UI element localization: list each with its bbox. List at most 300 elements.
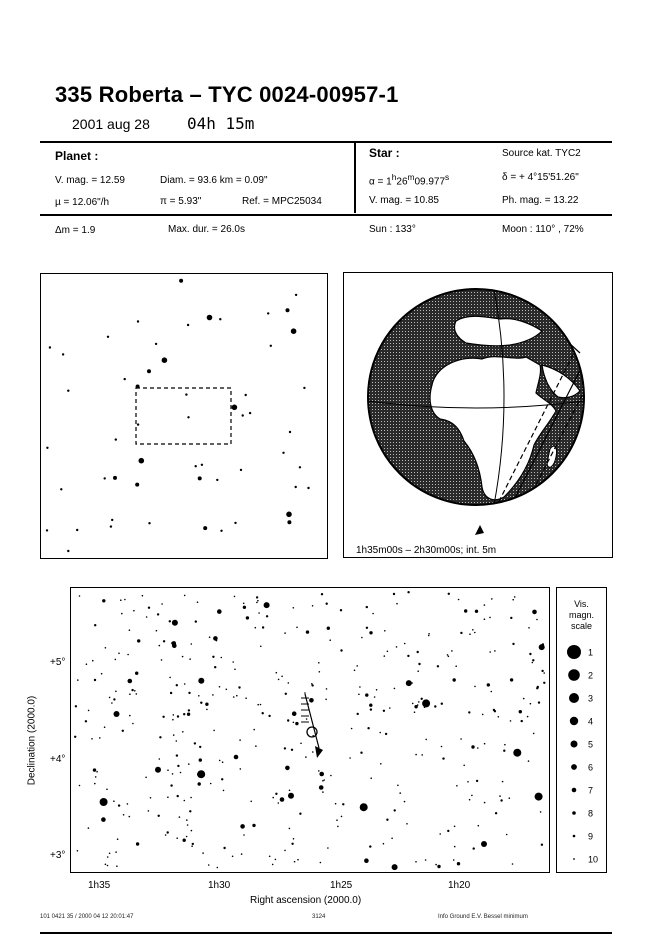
chart-star — [453, 859, 455, 861]
chart-star — [145, 777, 147, 779]
chart-star — [88, 827, 90, 829]
field-star — [201, 464, 203, 466]
chart-star — [384, 630, 386, 632]
chart-star — [257, 600, 259, 602]
chart-star — [156, 630, 158, 632]
chart-star — [198, 678, 204, 684]
table-divider — [354, 141, 356, 213]
field-star — [287, 520, 291, 524]
chart-star — [118, 804, 120, 806]
chart-star — [494, 710, 496, 712]
legend-label-7: 7 — [588, 785, 594, 796]
chart-star — [369, 631, 372, 634]
chart-star — [109, 697, 111, 699]
chart-star — [340, 609, 342, 611]
ra-hour-unit: h — [391, 172, 397, 182]
planet-vmag: V. mag. = 12.59 — [55, 175, 125, 186]
chart-star — [258, 612, 260, 614]
chart-star — [111, 702, 113, 704]
chart-star — [122, 730, 124, 732]
field-star — [67, 550, 69, 552]
chart-star — [198, 782, 201, 785]
chart-star — [101, 817, 106, 822]
chart-star — [183, 839, 186, 842]
chart-star — [172, 719, 174, 721]
chart-star — [266, 615, 268, 617]
x-tick-1h30: 1h30 — [208, 880, 231, 891]
chart-star — [255, 627, 257, 629]
field-star — [137, 423, 139, 425]
chart-star — [327, 627, 330, 630]
chart-star — [391, 838, 393, 840]
field-star — [46, 447, 48, 449]
field-star — [245, 394, 247, 396]
chart-star — [179, 816, 181, 818]
field-star — [195, 465, 197, 467]
chart-star — [358, 694, 360, 696]
chart-star — [183, 713, 185, 715]
field-star — [185, 393, 187, 395]
chart-star — [291, 843, 293, 845]
chart-star — [428, 635, 430, 637]
planet-reference: Ref. = MPC25034 — [242, 196, 322, 207]
chart-star — [176, 754, 178, 756]
chart-star — [394, 688, 396, 690]
field-star — [267, 312, 269, 314]
chart-star — [240, 768, 242, 770]
chart-star — [512, 599, 514, 601]
chart-star — [291, 749, 293, 751]
chart-star — [167, 769, 169, 771]
chart-star — [94, 783, 96, 785]
chart-star — [447, 830, 449, 832]
chart-star — [530, 703, 532, 705]
chart-star — [232, 661, 234, 663]
chart-star — [197, 601, 199, 603]
chart-star — [329, 639, 331, 641]
field-star — [148, 522, 150, 524]
chart-star — [437, 865, 440, 868]
chart-star — [264, 602, 270, 608]
chart-star — [91, 738, 93, 740]
chart-star — [467, 781, 469, 783]
ra-second-unit: s — [445, 172, 450, 182]
chart-star — [414, 711, 416, 713]
ra-prefix: α = 1 — [369, 176, 392, 188]
chart-star — [455, 665, 457, 667]
chart-star — [437, 665, 439, 667]
chart-star — [519, 710, 522, 713]
chart-star — [397, 785, 399, 787]
field-star — [155, 343, 157, 345]
chart-star — [295, 722, 298, 725]
chart-star — [326, 688, 328, 690]
chart-star — [118, 653, 120, 655]
chart-star — [365, 693, 368, 696]
chart-star — [206, 709, 208, 711]
chart-star — [105, 864, 107, 866]
legend-dot-8 — [572, 811, 576, 815]
chart-star — [482, 714, 484, 716]
chart-star — [540, 811, 542, 813]
chart-star — [260, 704, 262, 706]
chart-star — [380, 763, 382, 765]
chart-star — [77, 850, 79, 852]
table-mid-rule — [40, 214, 612, 216]
chart-star — [169, 620, 171, 622]
chart-star — [287, 719, 289, 721]
chart-star — [190, 797, 192, 799]
chart-star — [453, 678, 456, 681]
chart-star — [404, 801, 406, 803]
chart-star — [357, 713, 359, 715]
chart-star — [260, 646, 262, 648]
chart-star — [173, 714, 175, 716]
field-star — [249, 412, 251, 414]
footer-left-text: 101 0421 35 / 2000 04 12 20:01:47 — [40, 914, 134, 920]
chart-star — [105, 647, 107, 649]
chart-star — [384, 655, 386, 657]
chart-star — [529, 653, 531, 655]
chart-star — [323, 779, 325, 781]
legend-title-magn: magn. — [568, 610, 594, 620]
chart-star — [510, 720, 512, 722]
chart-star — [495, 812, 497, 814]
chart-star — [532, 659, 534, 661]
chart-star — [442, 757, 444, 759]
chart-star — [172, 620, 178, 626]
chart-star — [487, 683, 490, 686]
chart-star — [188, 763, 190, 765]
chart-star — [460, 738, 462, 740]
chart-star — [396, 603, 398, 605]
chart-star — [312, 605, 314, 607]
chart-star — [284, 747, 286, 749]
field-star — [203, 526, 207, 530]
chart-star — [221, 778, 223, 780]
chart-star — [370, 708, 372, 710]
field-star — [291, 328, 297, 334]
chart-star — [425, 739, 427, 741]
chart-star — [504, 744, 506, 746]
chart-star — [115, 851, 117, 853]
legend-label-3: 3 — [588, 693, 594, 704]
chart-star — [106, 789, 108, 791]
chart-star — [454, 846, 456, 848]
chart-star — [199, 758, 202, 761]
planet-motion: µ = 12.06"/h — [55, 197, 110, 208]
chart-star — [289, 790, 291, 792]
chart-star — [232, 856, 234, 858]
legend-dot-9 — [573, 835, 576, 838]
chart-star — [475, 610, 478, 613]
chart-star — [297, 859, 299, 861]
planet-diameter: Diam. = 93.6 km = 0.09" — [160, 175, 268, 186]
chart-star — [216, 640, 218, 642]
earth-globe-map — [344, 273, 612, 557]
y-axis-label: Declination (2000.0) — [26, 695, 38, 786]
chart-star — [538, 701, 540, 703]
moon-info: Moon : 110° , 72% — [502, 224, 584, 235]
chart-star — [514, 596, 516, 598]
chart-star — [414, 705, 417, 708]
chart-star — [406, 680, 412, 686]
chart-star — [418, 701, 420, 703]
field-star — [62, 353, 64, 355]
chart-star — [188, 709, 190, 711]
chart-star — [272, 797, 274, 799]
chart-star — [306, 718, 308, 720]
chart-star — [292, 711, 297, 716]
chart-star — [155, 767, 161, 773]
chart-star — [94, 624, 96, 626]
chart-star — [177, 795, 179, 797]
chart-star — [532, 610, 537, 615]
chart-star — [150, 797, 152, 799]
chart-star — [113, 698, 115, 700]
chart-star — [396, 646, 398, 648]
chart-star — [120, 599, 122, 601]
legend-title-vis: Vis. — [574, 599, 589, 609]
chart-star — [349, 757, 351, 759]
chart-star — [498, 716, 500, 718]
chart-star — [543, 682, 545, 684]
chart-star — [417, 670, 419, 672]
chart-star — [471, 795, 473, 797]
field-star — [307, 487, 309, 489]
chart-star — [367, 727, 369, 729]
chart-star — [162, 716, 164, 718]
chart-star — [366, 606, 368, 608]
chart-star — [79, 785, 81, 787]
planet-heading: Planet : — [55, 149, 99, 163]
field-star — [289, 431, 291, 433]
field-star — [282, 452, 284, 454]
chart-star — [463, 765, 465, 767]
legend-dot-2 — [568, 669, 580, 681]
chart-star — [512, 863, 514, 865]
chart-star — [158, 815, 160, 817]
chart-star — [288, 682, 290, 684]
chart-star — [127, 654, 129, 656]
chart-star — [187, 713, 190, 716]
chart-star — [95, 776, 97, 778]
chart-star — [337, 826, 339, 828]
chart-star — [541, 844, 543, 846]
chart-star — [535, 793, 543, 801]
chart-star — [299, 813, 301, 815]
chart-star — [253, 729, 255, 731]
planet-parallax: π = 5.93" — [160, 196, 202, 207]
chart-star — [464, 609, 467, 612]
legend-dot-5 — [571, 741, 578, 748]
chart-star — [210, 783, 212, 785]
chart-star — [417, 651, 419, 653]
star-declination: δ = + 4°15'51.26" — [502, 172, 579, 183]
chart-star — [219, 760, 221, 762]
chart-star — [176, 684, 178, 686]
chart-star — [369, 704, 372, 707]
chart-star — [256, 596, 258, 598]
field-star — [187, 416, 189, 418]
chart-star — [305, 756, 307, 758]
chart-star — [285, 766, 290, 771]
chart-star — [186, 819, 188, 821]
chart-star — [234, 755, 239, 760]
chart-star — [383, 843, 385, 845]
chart-star — [376, 689, 378, 691]
chart-star — [418, 663, 420, 665]
chart-star — [309, 698, 314, 703]
chart-star — [473, 847, 475, 849]
chart-star — [99, 737, 101, 739]
chart-star — [191, 643, 193, 645]
chart-star — [407, 655, 409, 657]
field-star — [60, 488, 62, 490]
declination-label-wrap — [12, 695, 42, 786]
chart-star — [469, 633, 471, 635]
chart-star — [86, 663, 88, 665]
chart-star — [319, 785, 324, 790]
chart-star — [422, 699, 430, 707]
chart-star — [177, 765, 179, 767]
field-star — [137, 320, 139, 322]
chart-star — [148, 607, 150, 609]
chart-star — [246, 616, 249, 619]
chart-star — [167, 796, 169, 798]
globe-panel — [343, 272, 613, 558]
chart-star — [114, 711, 120, 717]
table-top-rule — [40, 141, 612, 143]
chart-star — [318, 770, 320, 772]
chart-star — [359, 686, 361, 688]
chart-star — [330, 775, 332, 777]
chart-star — [288, 793, 294, 799]
chart-star — [532, 662, 534, 664]
star-photo-mag: Ph. mag. = 13.22 — [502, 195, 579, 206]
star-right-ascension — [369, 172, 449, 187]
legend-dot-3 — [569, 693, 579, 703]
chart-star — [75, 705, 77, 707]
chart-star — [208, 864, 210, 866]
chart-star — [471, 745, 474, 748]
chart-star — [296, 627, 298, 629]
chart-star — [167, 831, 169, 833]
chart-star — [340, 649, 342, 651]
chart-star — [406, 823, 408, 825]
chart-star — [541, 670, 543, 672]
path-arrow-head — [475, 525, 484, 535]
field-star — [49, 346, 51, 348]
legend-label-6: 6 — [588, 762, 594, 773]
chart-star — [135, 672, 138, 675]
finder-zoom-box — [136, 388, 231, 444]
max-duration: Max. dur. = 26.0s — [168, 224, 245, 235]
chart-star — [484, 802, 486, 804]
chart-star — [528, 760, 530, 762]
field-star — [240, 469, 242, 471]
legend-symbols — [557, 588, 606, 872]
chart-star — [128, 679, 133, 684]
chart-star — [509, 797, 511, 799]
y-tick-plus4: +4° — [50, 754, 66, 765]
chart-star — [385, 733, 387, 735]
chart-star — [116, 865, 118, 867]
chart-star — [184, 800, 186, 802]
chart-star — [321, 593, 323, 595]
chart-star — [421, 754, 423, 756]
chart-star — [543, 672, 545, 674]
chart-star — [109, 853, 111, 855]
chart-star — [100, 798, 108, 806]
chart-star — [484, 618, 486, 620]
chart-star — [79, 595, 81, 597]
field-star — [207, 315, 213, 321]
chart-star — [393, 593, 395, 595]
chart-star — [184, 683, 186, 685]
x-axis-label: Right ascension (2000.0) — [250, 895, 362, 906]
ra-seconds: 09.977 — [414, 176, 446, 188]
chart-star — [491, 691, 493, 693]
chart-star — [513, 749, 521, 757]
field-star — [270, 345, 272, 347]
chart-star — [512, 643, 514, 645]
chart-star — [536, 619, 538, 621]
chart-star — [180, 772, 182, 774]
legend-label-8: 8 — [588, 808, 594, 819]
chart-star — [354, 670, 356, 672]
legend-label-4: 4 — [588, 716, 594, 727]
chart-star — [469, 799, 471, 801]
chart-star — [499, 795, 501, 797]
field-star — [139, 458, 145, 464]
chart-star — [133, 610, 135, 612]
chart-star — [177, 715, 179, 717]
chart-star — [107, 865, 109, 867]
legend-label-2: 2 — [588, 670, 594, 681]
chart-star — [528, 627, 530, 629]
chart-star — [77, 679, 79, 681]
chart-star — [198, 695, 200, 697]
field-star — [147, 369, 151, 373]
chart-star — [454, 826, 456, 828]
chart-star — [510, 617, 512, 619]
y-tick-plus5: +5° — [50, 657, 66, 668]
chart-star — [182, 656, 184, 658]
chart-star — [327, 847, 329, 849]
target-star-marker — [307, 727, 317, 737]
field-star — [67, 390, 69, 392]
field-star — [234, 522, 236, 524]
delta-magnitude: Δm = 1.9 — [55, 225, 96, 236]
chart-star — [272, 864, 274, 866]
field-star — [110, 525, 112, 527]
star-chart-field — [71, 588, 549, 872]
chart-star — [275, 793, 277, 795]
chart-star — [280, 797, 285, 802]
chart-star — [404, 643, 406, 645]
chart-star — [320, 862, 322, 864]
field-star — [232, 405, 238, 411]
chart-star — [278, 802, 280, 804]
chart-star — [439, 833, 441, 835]
field-star — [299, 466, 301, 468]
chart-star — [129, 629, 131, 631]
chart-star — [117, 838, 119, 840]
chart-star — [186, 836, 188, 838]
chart-star — [523, 698, 525, 700]
legend-dot-10 — [573, 858, 575, 860]
